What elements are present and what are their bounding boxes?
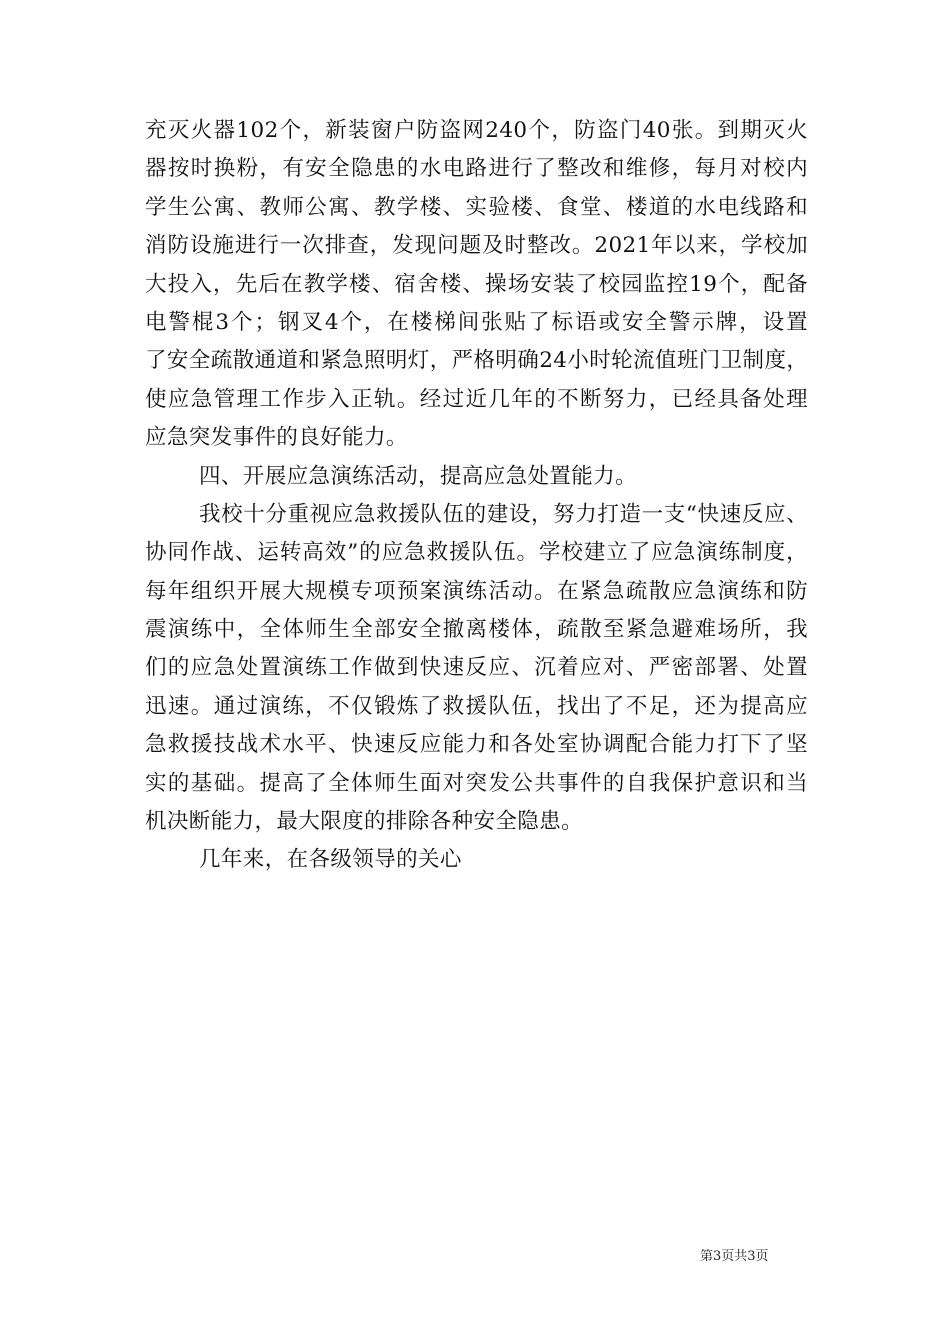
paragraph-safety-investment (145, 112, 808, 458)
text-line: 应急突发事件的良好能力。 (145, 425, 408, 451)
page-number-footer: 第3页共3页 (700, 1249, 769, 1264)
text-line: 急救援技战术水平、快速反应能力和各处室协调配合能力打下了坚 (145, 732, 808, 758)
text-line: 消防设施进行一次排查，发现问题及时整改。2021年以来，学校加 (145, 233, 808, 259)
text-line: 几年来，在各级领导的关心 (199, 847, 462, 873)
text-line: 协同作战、运转高效”的应急救援队伍。学校建立了应急演练制度， (145, 540, 808, 566)
text-line: 电警棍3个；钢叉4个，在楼梯间张贴了标语或安全警示牌，设置 (145, 309, 808, 335)
text-line: 使应急管理工作步入正轨。经过近几年的不断努力，已经具备处理 (145, 386, 808, 412)
paragraph-closing (145, 841, 808, 879)
text-line: 实的基础。提高了全体师生面对突发公共事件的自我保护意识和当 (145, 770, 808, 796)
text-line: 充灭火器102个，新装窗户防盗网240个，防盗门40张。到期灭火 (145, 118, 808, 143)
text-line: 们的应急处置演练工作做到快速反应、沉着应对、严密部署、处置 (145, 655, 808, 681)
text-line: 每年组织开展大规模专项预案演练活动。在紧急疏散应急演练和防 (145, 578, 808, 604)
document-body (145, 112, 808, 880)
section-heading: 四、开展应急演练活动，提高应急处置能力。 (199, 463, 638, 489)
text-line: 学生公寓、教师公寓、教学楼、实验楼、食堂、楼道的水电线路和 (145, 194, 808, 220)
text-line: 大投入，先后在教学楼、宿舍楼、操场安装了校园监控19个，配备 (145, 271, 808, 297)
text-line: 器按时换粉，有安全隐患的水电路进行了整改和维修，每月对校内 (145, 156, 808, 182)
text-line: 了安全疏散通道和紧急照明灯，严格明确24小时轮流值班门卫制度， (145, 348, 809, 374)
text-line: 我校十分重视应急救援队伍的建设，努力打造一支“快速反应、 (199, 501, 808, 527)
paragraph-emergency-drills (145, 496, 808, 842)
text-line: 机决断能力，最大限度的排除各种安全隐患。 (145, 809, 584, 835)
text-line: 震演练中，全体师生全部安全撤离楼体，疏散至紧急避难场所，我 (145, 617, 808, 643)
section-heading-drills (145, 458, 808, 496)
text-line: 迅速。通过演练，不仅锻炼了救援队伍，找出了不足，还为提高应 (145, 693, 808, 719)
